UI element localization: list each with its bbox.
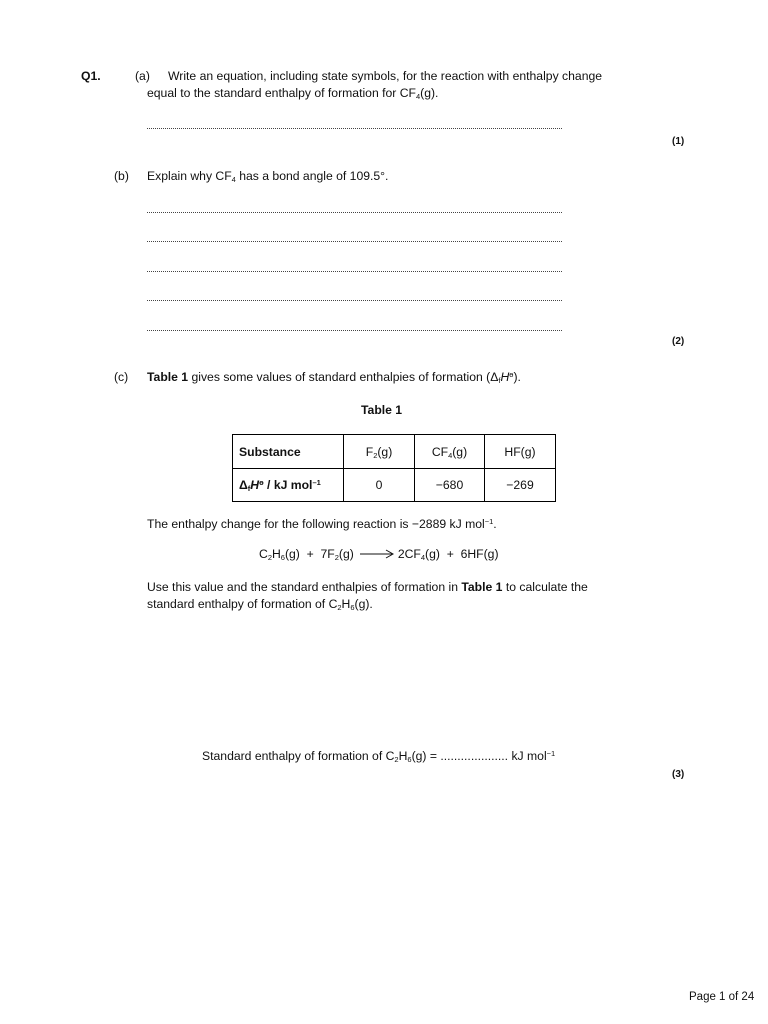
answer-line-b2[interactable] — [147, 241, 562, 242]
enthalpy-table — [232, 434, 556, 502]
answer-line-b5[interactable] — [147, 330, 562, 331]
table-row-enthalpy — [233, 469, 556, 502]
instruction-line2: standard enthalpy of formation of $C_2H_6(g)$. — [147, 597, 373, 612]
answer-line-a[interactable] — [147, 128, 562, 129]
table-title: Table 1 — [361, 403, 403, 417]
reaction-statement: The enthalpy change for the following reaction is −2889 kJ mol$^{-1}$. — [147, 517, 497, 531]
part-c-intro: Table 1 gives some values of standard enthalpies of formation $(\Delta_fH^ө)$. — [147, 370, 521, 385]
part-c-marks: (3) — [672, 769, 685, 780]
part-b-marks: (2) — [672, 336, 685, 347]
table-cell-f2: 0 — [344, 469, 415, 502]
instruction-line1: Use this value and the standard enthalpies of formation in Table 1 to calculate the — [147, 580, 588, 594]
reaction-equation: $C_2H_6(g) + 7F_2(g) 2CF_4(g) + 6HF(g)$ — [259, 547, 499, 562]
part-b-text: Explain why $CF_4$ has a bond angle of 109.5°. — [147, 169, 389, 184]
answer-line-c[interactable]: Standard enthalpy of formation of $C_2H_6(g)$ = .................... kJ mol$^{-1}$ — [202, 749, 556, 764]
part-a-label: (a) — [135, 69, 150, 83]
answer-line-b4[interactable] — [147, 300, 562, 301]
answer-line-b1[interactable] — [147, 212, 562, 213]
part-a-line2: equal to the standard enthalpy of formation for $CF_4(g)$. — [147, 86, 439, 101]
table-header-cf4: $CF_4(g)$ — [415, 435, 485, 469]
table-row-label: $\Delta_fH^ө$ / kJ mol$^{-1}$ — [233, 469, 344, 502]
answer-line-b3[interactable] — [147, 271, 562, 272]
part-c-label: (c) — [114, 370, 129, 384]
question-number: Q1. — [81, 69, 101, 83]
part-a-line1: Write an equation, including state symbols, for the reaction with enthalpy change — [168, 69, 603, 83]
page-number: Page 1 of 24 — [689, 991, 755, 1003]
part-a-marks: (1) — [672, 136, 685, 147]
table-cell-hf: −269 — [485, 469, 556, 502]
table-cell-cf4: −680 — [415, 469, 485, 502]
reaction-arrow-icon — [360, 549, 394, 559]
table-header-substance: Substance — [233, 435, 344, 469]
table-header-row — [233, 435, 556, 469]
table-header-hf: HF(g) — [485, 435, 556, 469]
part-b-label: (b) — [114, 169, 129, 183]
table-header-f2: $F_2(g)$ — [344, 435, 415, 469]
